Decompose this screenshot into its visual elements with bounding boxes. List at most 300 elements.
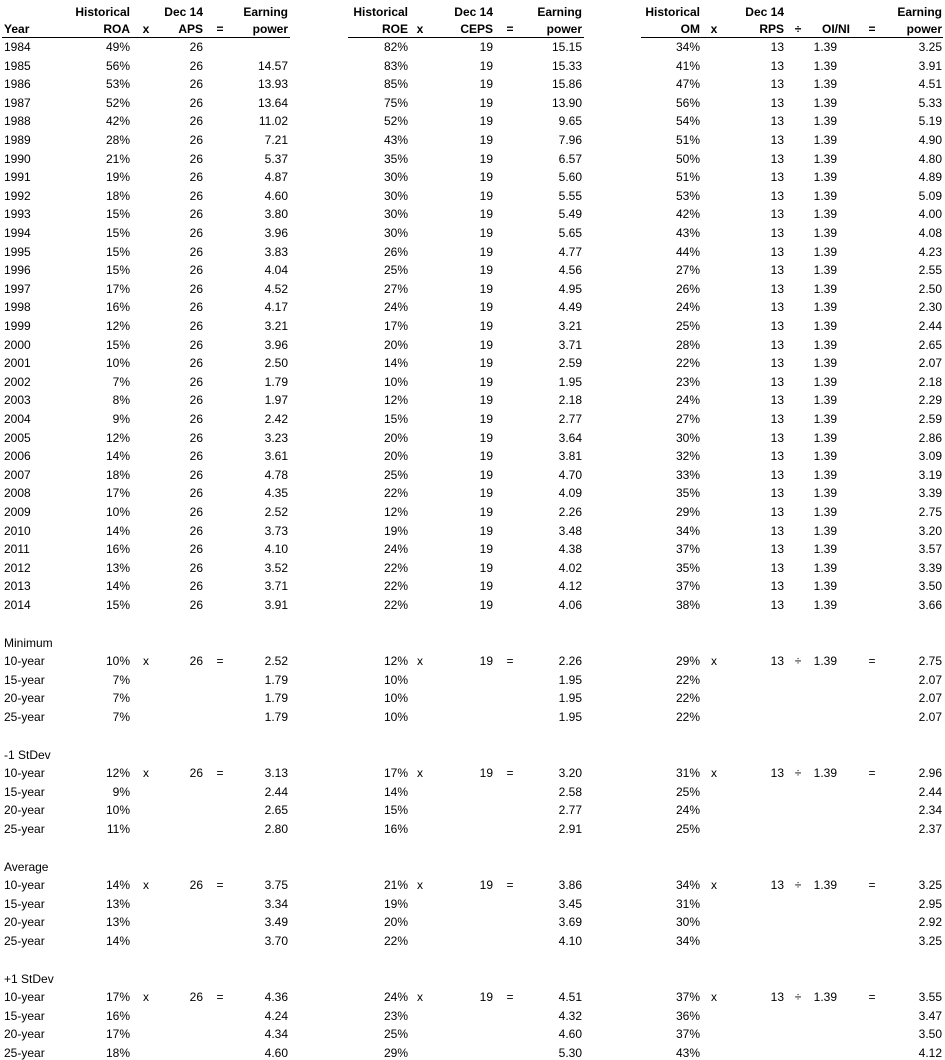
cell-om-power: 2.07 <box>918 356 942 370</box>
summary-roe: 29% <box>383 1046 408 1060</box>
cell-om: 27% <box>675 412 700 426</box>
cell-roa-power: 3.96 <box>264 226 288 240</box>
cell-oi-ni: 1.39 <box>813 393 837 407</box>
rps-header: RPS <box>759 22 784 36</box>
cell-roe: 12% <box>383 505 408 519</box>
cell-rps: 13 <box>770 412 784 426</box>
cell-rps: 13 <box>770 170 784 184</box>
cell-aps: 26 <box>189 77 203 91</box>
summary-om-power: 2.95 <box>918 897 942 911</box>
summary-roa: 18% <box>105 1046 130 1060</box>
cell-ceps: 19 <box>479 449 493 463</box>
summary-om-eq: = <box>868 654 876 668</box>
cell-roe: 35% <box>383 152 408 166</box>
summary-om: 22% <box>675 691 700 705</box>
summary-ceps: 19 <box>479 766 493 780</box>
summary-period: 15-year <box>4 897 45 911</box>
cell-om-power: 2.86 <box>918 431 942 445</box>
cell-roe-power: 5.55 <box>558 189 582 203</box>
summary-roa-eq: = <box>216 654 224 668</box>
cell-oi-ni: 1.39 <box>813 189 837 203</box>
cell-rps: 13 <box>770 245 784 259</box>
cell-roe: 30% <box>383 189 408 203</box>
roe-historical-header: Historical <box>353 5 408 19</box>
cell-rps: 13 <box>770 542 784 556</box>
cell-oi-ni: 1.39 <box>813 133 837 147</box>
cell-year: 1994 <box>4 226 31 240</box>
cell-ceps: 19 <box>479 579 493 593</box>
cell-rps: 13 <box>770 300 784 314</box>
cell-roa: 15% <box>105 338 130 352</box>
cell-roa: 8% <box>112 393 130 407</box>
cell-oi-ni: 1.39 <box>813 77 837 91</box>
cell-rps: 13 <box>770 96 784 110</box>
summary-om: 25% <box>675 822 700 836</box>
om-div-header: ÷ <box>794 22 802 36</box>
summary-roa: 13% <box>105 915 130 929</box>
cell-roa-power: 4.52 <box>264 282 288 296</box>
roa-historical-header: Historical <box>75 5 130 19</box>
roe-dec14-header: Dec 14 <box>454 5 493 19</box>
cell-roa: 12% <box>105 431 130 445</box>
summary-roa: 12% <box>105 766 130 780</box>
summary-om-power: 2.92 <box>918 915 942 929</box>
cell-oi-ni: 1.39 <box>813 486 837 500</box>
summary-om: 37% <box>675 990 700 1004</box>
cell-roe-power: 15.33 <box>551 59 582 73</box>
cell-roe: 27% <box>383 282 408 296</box>
cell-ceps: 19 <box>479 170 493 184</box>
cell-ceps: 19 <box>479 375 493 389</box>
cell-aps: 26 <box>189 96 203 110</box>
cell-aps: 26 <box>189 486 203 500</box>
cell-roa: 14% <box>105 579 130 593</box>
cell-om: 24% <box>675 393 700 407</box>
summary-roe: 15% <box>383 803 408 817</box>
cell-om-power: 3.66 <box>918 598 942 612</box>
summary-roe-x: x <box>417 766 423 780</box>
summary-om: 25% <box>675 785 700 799</box>
summary-period: 25-year <box>4 822 45 836</box>
cell-rps: 13 <box>770 579 784 593</box>
cell-oi-ni: 1.39 <box>813 431 837 445</box>
summary-roe-power: 4.10 <box>558 934 582 948</box>
summary-ceps: 19 <box>479 878 493 892</box>
cell-oi-ni: 1.39 <box>813 449 837 463</box>
section-title: +1 StDev <box>4 972 54 986</box>
summary-roa: 16% <box>105 1009 130 1023</box>
cell-roa-power: 3.73 <box>264 524 288 538</box>
cell-roe: 20% <box>383 431 408 445</box>
summary-roe-power: 3.45 <box>558 897 582 911</box>
cell-ceps: 19 <box>479 133 493 147</box>
cell-oi-ni: 1.39 <box>813 338 837 352</box>
summary-oi-ni: 1.39 <box>813 990 837 1004</box>
cell-roe: 17% <box>383 319 408 333</box>
cell-rps: 13 <box>770 189 784 203</box>
summary-om: 29% <box>675 654 700 668</box>
cell-year: 1991 <box>4 170 31 184</box>
cell-oi-ni: 1.39 <box>813 226 837 240</box>
summary-roe-power: 3.86 <box>558 878 582 892</box>
cell-roe: 30% <box>383 207 408 221</box>
summary-roa: 9% <box>112 785 130 799</box>
summary-roe-power: 3.20 <box>558 766 582 780</box>
summary-roa: 10% <box>105 803 130 817</box>
cell-oi-ni: 1.39 <box>813 59 837 73</box>
cell-roa: 19% <box>105 170 130 184</box>
cell-ceps: 19 <box>479 412 493 426</box>
summary-roe: 10% <box>383 691 408 705</box>
cell-ceps: 19 <box>479 59 493 73</box>
summary-roa-power: 1.79 <box>264 673 288 687</box>
summary-roe: 14% <box>383 785 408 799</box>
cell-rps: 13 <box>770 598 784 612</box>
summary-period: 20-year <box>4 1027 45 1041</box>
cell-roa: 10% <box>105 356 130 370</box>
cell-om: 38% <box>675 598 700 612</box>
summary-om-power: 2.07 <box>918 710 942 724</box>
cell-roe: 30% <box>383 226 408 240</box>
summary-om-div: ÷ <box>794 990 802 1004</box>
cell-om: 35% <box>675 561 700 575</box>
cell-year: 1985 <box>4 59 31 73</box>
summary-period: 15-year <box>4 1009 45 1023</box>
cell-om-power: 2.75 <box>918 505 942 519</box>
cell-year: 1984 <box>4 40 31 54</box>
cell-roa-power: 13.64 <box>257 96 288 110</box>
cell-roe: 24% <box>383 300 408 314</box>
roa-x-header: x <box>142 22 150 36</box>
cell-oi-ni: 1.39 <box>813 152 837 166</box>
cell-roa-power: 4.78 <box>264 468 288 482</box>
om-dec14-header: Dec 14 <box>745 5 784 19</box>
cell-roa: 7% <box>112 375 130 389</box>
cell-aps: 26 <box>189 561 203 575</box>
cell-ceps: 19 <box>479 561 493 575</box>
cell-roe-power: 4.56 <box>558 263 582 277</box>
summary-roa-power: 2.52 <box>264 654 288 668</box>
cell-year: 1993 <box>4 207 31 221</box>
cell-roe: 82% <box>383 40 408 54</box>
cell-roe-power: 5.60 <box>558 170 582 184</box>
cell-om-power: 2.18 <box>918 375 942 389</box>
cell-roe-power: 9.65 <box>558 114 582 128</box>
cell-roa-power: 3.21 <box>264 319 288 333</box>
cell-roa: 15% <box>105 598 130 612</box>
roa-power-header: power <box>252 22 288 36</box>
summary-roa-power: 4.36 <box>264 990 288 1004</box>
cell-roa-power: 7.21 <box>264 133 288 147</box>
cell-ceps: 19 <box>479 319 493 333</box>
summary-om-power: 2.07 <box>918 691 942 705</box>
cell-roe-power: 4.12 <box>558 579 582 593</box>
cell-om: 47% <box>675 77 700 91</box>
cell-om-power: 2.50 <box>918 282 942 296</box>
cell-roe: 20% <box>383 338 408 352</box>
om-header-underline <box>641 37 943 38</box>
cell-roe-power: 4.09 <box>558 486 582 500</box>
om-earning-header: Earning <box>897 5 942 19</box>
cell-roe: 22% <box>383 561 408 575</box>
summary-period: 25-year <box>4 710 45 724</box>
cell-roa: 15% <box>105 263 130 277</box>
cell-oi-ni: 1.39 <box>813 598 837 612</box>
cell-om-power: 2.59 <box>918 412 942 426</box>
cell-rps: 13 <box>770 356 784 370</box>
cell-rps: 13 <box>770 207 784 221</box>
summary-roe: 12% <box>383 654 408 668</box>
cell-om-power: 2.29 <box>918 393 942 407</box>
roe-x-header: x <box>416 22 424 36</box>
cell-om: 34% <box>675 524 700 538</box>
summary-aps: 26 <box>189 654 203 668</box>
summary-om: 22% <box>675 673 700 687</box>
cell-year: 2009 <box>4 505 31 519</box>
cell-roa-power: 3.96 <box>264 338 288 352</box>
cell-aps: 26 <box>189 170 203 184</box>
summary-roa: 7% <box>112 691 130 705</box>
cell-roa: 14% <box>105 524 130 538</box>
cell-aps: 26 <box>189 393 203 407</box>
cell-oi-ni: 1.39 <box>813 468 837 482</box>
cell-roe-power: 3.71 <box>558 338 582 352</box>
cell-year: 2001 <box>4 356 31 370</box>
summary-om: 30% <box>675 915 700 929</box>
roa-dec14-header: Dec 14 <box>164 5 203 19</box>
cell-roe: 25% <box>383 468 408 482</box>
cell-om: 44% <box>675 245 700 259</box>
summary-roe-x: x <box>417 878 423 892</box>
summary-om: 34% <box>675 878 700 892</box>
ceps-header: CEPS <box>460 22 493 36</box>
cell-roe-power: 4.70 <box>558 468 582 482</box>
summary-period: 10-year <box>4 654 45 668</box>
cell-roe: 85% <box>383 77 408 91</box>
summary-om-power: 4.12 <box>918 1046 942 1060</box>
summary-om: 43% <box>675 1046 700 1060</box>
cell-aps: 26 <box>189 114 203 128</box>
cell-roe: 24% <box>383 542 408 556</box>
cell-aps: 26 <box>189 598 203 612</box>
cell-ceps: 19 <box>479 431 493 445</box>
cell-roe: 14% <box>383 356 408 370</box>
summary-om-power: 3.50 <box>918 1027 942 1041</box>
cell-roa: 18% <box>105 468 130 482</box>
summary-oi-ni: 1.39 <box>813 878 837 892</box>
cell-aps: 26 <box>189 505 203 519</box>
section-title: Minimum <box>4 636 53 650</box>
cell-oi-ni: 1.39 <box>813 375 837 389</box>
summary-period: 25-year <box>4 934 45 948</box>
cell-roe: 52% <box>383 114 408 128</box>
cell-roa: 16% <box>105 300 130 314</box>
om-historical-header: Historical <box>645 5 700 19</box>
summary-roe-power: 5.30 <box>558 1046 582 1060</box>
cell-roe-power: 2.18 <box>558 393 582 407</box>
cell-om: 35% <box>675 486 700 500</box>
aps-header: APS <box>178 22 203 36</box>
cell-roa: 12% <box>105 319 130 333</box>
summary-roe: 19% <box>383 897 408 911</box>
cell-rps: 13 <box>770 375 784 389</box>
cell-year: 2008 <box>4 486 31 500</box>
cell-ceps: 19 <box>479 356 493 370</box>
cell-roe-power: 2.59 <box>558 356 582 370</box>
roe-power-header: power <box>546 22 582 36</box>
cell-year: 2007 <box>4 468 31 482</box>
cell-roe: 30% <box>383 170 408 184</box>
cell-roe: 20% <box>383 449 408 463</box>
cell-roe: 19% <box>383 524 408 538</box>
cell-oi-ni: 1.39 <box>813 356 837 370</box>
summary-roe-power: 2.26 <box>558 654 582 668</box>
summary-roa: 13% <box>105 897 130 911</box>
cell-om-power: 4.80 <box>918 152 942 166</box>
cell-roe: 15% <box>383 412 408 426</box>
summary-rps: 13 <box>770 990 784 1004</box>
cell-om: 29% <box>675 505 700 519</box>
cell-roa-power: 5.37 <box>264 152 288 166</box>
summary-oi-ni: 1.39 <box>813 654 837 668</box>
summary-roa-power: 4.24 <box>264 1009 288 1023</box>
summary-om-x: x <box>711 990 717 1004</box>
cell-om-power: 3.57 <box>918 542 942 556</box>
cell-roa-power: 2.42 <box>264 412 288 426</box>
cell-om-power: 3.91 <box>918 59 942 73</box>
section-title: -1 StDev <box>4 748 51 762</box>
cell-om: 53% <box>675 189 700 203</box>
cell-roa-power: 3.71 <box>264 579 288 593</box>
cell-year: 2006 <box>4 449 31 463</box>
cell-roa-power: 1.79 <box>264 375 288 389</box>
cell-aps: 26 <box>189 207 203 221</box>
cell-year: 1996 <box>4 263 31 277</box>
cell-roe-power: 3.81 <box>558 449 582 463</box>
cell-om: 37% <box>675 579 700 593</box>
cell-aps: 26 <box>189 524 203 538</box>
cell-roe-power: 15.15 <box>551 40 582 54</box>
cell-om: 24% <box>675 300 700 314</box>
summary-roa-eq: = <box>216 990 224 1004</box>
cell-ceps: 19 <box>479 263 493 277</box>
summary-om: 31% <box>675 766 700 780</box>
summary-roe: 10% <box>383 673 408 687</box>
cell-aps: 26 <box>189 263 203 277</box>
cell-om-power: 2.55 <box>918 263 942 277</box>
summary-ceps: 19 <box>479 990 493 1004</box>
cell-ceps: 19 <box>479 300 493 314</box>
cell-aps: 26 <box>189 579 203 593</box>
cell-roe-power: 13.90 <box>551 96 582 110</box>
summary-om-x: x <box>711 766 717 780</box>
cell-aps: 26 <box>189 59 203 73</box>
summary-period: 15-year <box>4 673 45 687</box>
cell-roa-power: 3.91 <box>264 598 288 612</box>
cell-rps: 13 <box>770 319 784 333</box>
cell-year: 1995 <box>4 245 31 259</box>
summary-oi-ni: 1.39 <box>813 766 837 780</box>
cell-rps: 13 <box>770 263 784 277</box>
om-power-header: power <box>906 22 942 36</box>
summary-roe-eq: = <box>506 654 514 668</box>
cell-roa: 17% <box>105 282 130 296</box>
cell-oi-ni: 1.39 <box>813 245 837 259</box>
cell-roa: 13% <box>105 561 130 575</box>
cell-oi-ni: 1.39 <box>813 542 837 556</box>
cell-year: 1999 <box>4 319 31 333</box>
cell-roe: 75% <box>383 96 408 110</box>
cell-roe-power: 5.65 <box>558 226 582 240</box>
cell-roe: 25% <box>383 263 408 277</box>
cell-rps: 13 <box>770 59 784 73</box>
cell-rps: 13 <box>770 393 784 407</box>
cell-om: 23% <box>675 375 700 389</box>
cell-roe: 10% <box>383 375 408 389</box>
cell-om-power: 2.44 <box>918 319 942 333</box>
summary-roe-x: x <box>417 654 423 668</box>
summary-roe-eq: = <box>506 766 514 780</box>
summary-roe-power: 4.60 <box>558 1027 582 1041</box>
summary-om: 24% <box>675 803 700 817</box>
cell-om: 30% <box>675 431 700 445</box>
cell-om: 37% <box>675 542 700 556</box>
cell-aps: 26 <box>189 356 203 370</box>
cell-year: 2004 <box>4 412 31 426</box>
roa-earning-header: Earning <box>243 5 288 19</box>
cell-om: 41% <box>675 59 700 73</box>
cell-ceps: 19 <box>479 338 493 352</box>
summary-om-eq: = <box>868 990 876 1004</box>
cell-roe: 43% <box>383 133 408 147</box>
cell-roe-power: 5.49 <box>558 207 582 221</box>
cell-om: 27% <box>675 263 700 277</box>
cell-roe: 26% <box>383 245 408 259</box>
cell-aps: 26 <box>189 300 203 314</box>
summary-om-div: ÷ <box>794 654 802 668</box>
cell-rps: 13 <box>770 77 784 91</box>
cell-roe: 22% <box>383 579 408 593</box>
summary-roe: 21% <box>383 878 408 892</box>
cell-roa: 28% <box>105 133 130 147</box>
cell-roe-power: 2.77 <box>558 412 582 426</box>
cell-year: 2010 <box>4 524 31 538</box>
cell-roa: 9% <box>112 412 130 426</box>
summary-period: 10-year <box>4 990 45 1004</box>
cell-aps: 26 <box>189 412 203 426</box>
summary-om-power: 2.34 <box>918 803 942 817</box>
cell-ceps: 19 <box>479 542 493 556</box>
cell-roe-power: 4.77 <box>558 245 582 259</box>
cell-om: 26% <box>675 282 700 296</box>
cell-roe-power: 6.57 <box>558 152 582 166</box>
cell-oi-ni: 1.39 <box>813 40 837 54</box>
cell-roa: 15% <box>105 207 130 221</box>
summary-om: 36% <box>675 1009 700 1023</box>
summary-om-eq: = <box>868 766 876 780</box>
cell-oi-ni: 1.39 <box>813 319 837 333</box>
cell-om-power: 4.08 <box>918 226 942 240</box>
cell-om-power: 4.90 <box>918 133 942 147</box>
cell-roe: 12% <box>383 393 408 407</box>
cell-oi-ni: 1.39 <box>813 505 837 519</box>
roa-header: ROA <box>103 22 130 36</box>
summary-rps: 13 <box>770 766 784 780</box>
summary-om-power: 2.44 <box>918 785 942 799</box>
summary-period: 10-year <box>4 766 45 780</box>
summary-period: 20-year <box>4 691 45 705</box>
cell-om: 51% <box>675 170 700 184</box>
